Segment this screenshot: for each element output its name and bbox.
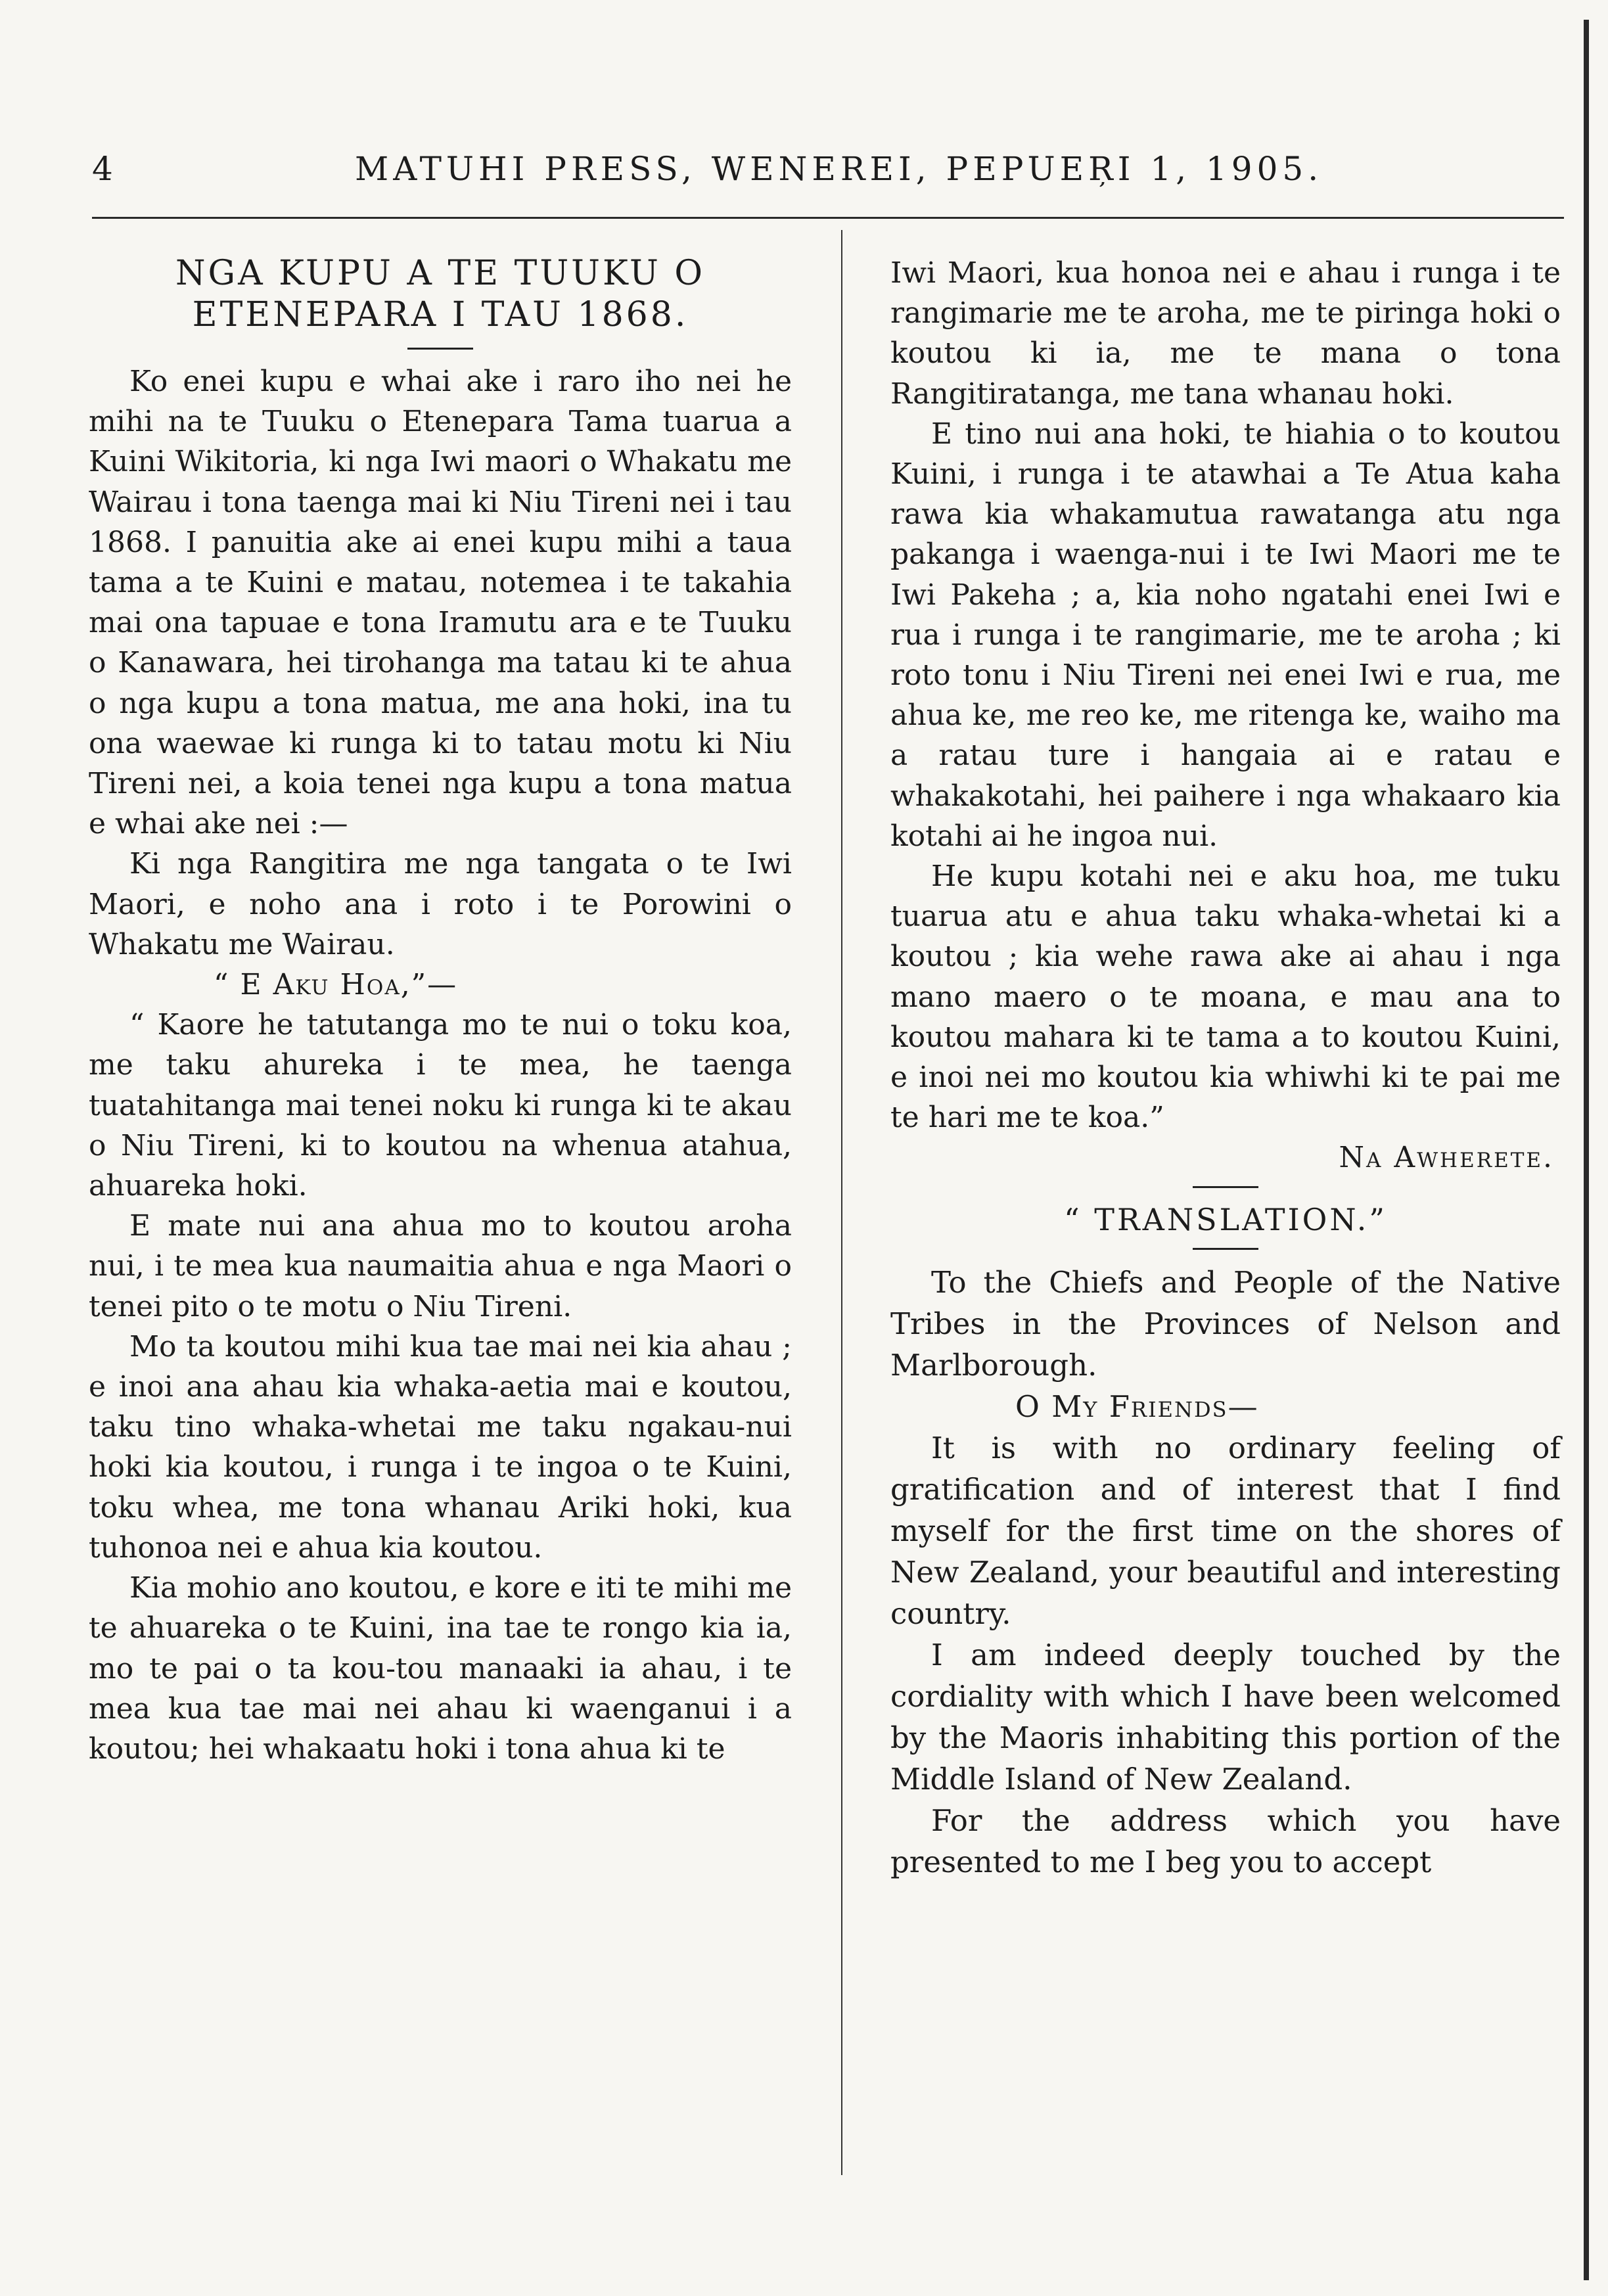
- paragraph: To the Chiefs and People of the Native Tribes in the Provinces of Nelson and Marlborough.: [890, 1264, 1561, 1383]
- translation-rule: [1193, 1248, 1258, 1250]
- paragraph: E tino nui ana hoki, te hiahia o to koutou Kuini, i runga i te atawhai a Te Atua kaha rawa kia whakamutua rawatanga atu nga pakanga i waenga-nui i te Iwi Maori me te Iwi Pakeha ; a, kia noho ngatahi enei Iwi e rua i runga i te rangimarie, me te aroha ; ki roto tonu i Niu Tireni nei enei Iwi e rua, me ahua ke, me reo ke, me ritenga ke, waiho ma a ratau ture i hangaia ai e ratau e whakakotahi, hei paihere i nga whakaaro kia kotahi ai he ingoa nui.: [890, 417, 1561, 853]
- paragraph: Iwi Maori, kua honoa nei e ahau i runga i te rangimarie me te aroha, me te piringa hoki o koutou ki ia, me te mana o tona Rangitiratanga, me tana whanau hoki.: [890, 256, 1561, 411]
- paragraph: I am indeed deeply touched by the cordiality with which I have been welcomed by the Maoris inhabiting this portion of the Middle Island of New Zealand.: [890, 1637, 1561, 1797]
- article-title-line-1: NGA KUPU A TE TUUKU O: [175, 254, 705, 293]
- translation-salutation: O My Friends—: [1015, 1389, 1259, 1424]
- translation-body: [890, 1262, 1561, 1883]
- paragraph: It is with no ordinary feeling of gratification and of interest that I find myself for the first time on the shores of New Zealand, your beautiful and interesting country.: [890, 1430, 1561, 1631]
- page-number: 4: [92, 150, 114, 188]
- paragraph: Ko enei kupu e whai ake i raro iho nei he mihi na te Tuuku o Etenepara Tama tuarua a Kuini Wikitoria, ki nga Iwi maori o Whakatu me Wairau i tona taenga mai ki Niu Tireni nei i tau 1868. I panuitia ake ai enei kupu mihi a taua tama a te Kuini e matau, notemea i te takahia mai ona tapuae e tona Iramutu ara e te Tuuku o Kanawara, hei tirohanga ma tatau ki te ahua o nga kupu a tona matua, me ana hoki, ina tu ona waewae ki runga ki to tatau motu ki Niu Tireni nei, a koia tenei nga kupu a tona matua e whai ake nei :—: [89, 365, 792, 841]
- title-rule: [407, 348, 473, 350]
- paragraph: He kupu kotahi nei e aku hoa, me tuku tuarua atu e ahua taku whaka-whetai ki a koutou ; kia wehe rawa ake ai ahau i nga mano maero o te moana, e mau ana to koutou mahara ki te tama a to koutou Kuini, e inoi nei mo koutou kia whiwhi ki te pai me te hari me te koa.”: [890, 860, 1561, 1135]
- paragraph: For the address which you have presented to me I beg you to accept: [890, 1802, 1561, 1879]
- right-column: [890, 253, 1561, 1883]
- signature: Na Awherete.: [1339, 1141, 1554, 1175]
- section-rule: [1193, 1186, 1258, 1188]
- article-title-line-2: ETENEPARA I TAU 1868.: [192, 295, 689, 334]
- salutation: “ E Aku Hoa,”—: [214, 968, 458, 1002]
- column-divider: [841, 230, 842, 2175]
- left-column: [89, 253, 792, 1769]
- paragraph: Ki nga Rangitira me nga tangata o te Iwi Maori, e noho ana i roto i te Porowini o Whakatu me Wairau.: [89, 847, 792, 961]
- page-edge-bar: [1584, 20, 1589, 2280]
- translation-title: “ TRANSLATION.”: [1064, 1201, 1387, 1237]
- paragraph: “ Kaore he tatutanga mo te nui o toku koa, me taku ahureka i te mea, he taenga tuatahitanga mai tenei noku ki runga ki te akau o Niu Tireni, ki to koutou na whenua atahua, ahuareka hoki.: [89, 1008, 792, 1203]
- header-rule: [92, 217, 1564, 219]
- article-title: [89, 253, 792, 336]
- paragraph: Mo ta koutou mihi kua tae mai nei kia ahau ; e inoi ana ahau kia whaka-aetia mai e koutou, taku tino whaka-whetai me taku ngakau-nui hoki kia koutou, i runga i te ingoa o te Kuini, toku whea, me tona whanau Ariki hoki, kua tuhonoa nei e ahua kia koutou.: [89, 1329, 792, 1565]
- running-title: MATUHI PRESS, WENEREI, PEPUEŖI 1, 1905.: [355, 150, 1323, 188]
- paragraph: Kia mohio ano koutou, e kore e iti te mihi me te ahuareka o te Kuini, ina tae te rongo kia ia, mo te pai o ta kou-tou manaaki ia ahau, i te mea kua tae mai nei ahau ki waenganui i a koutou; hei whakaatu hoki i tona ahua ki te: [89, 1571, 792, 1766]
- paragraph: E mate nui ana ahua mo to koutou aroha nui, i te mea kua naumaitia ahua e nga Maori o tenei pito o te motu o Niu Tireni.: [89, 1209, 792, 1323]
